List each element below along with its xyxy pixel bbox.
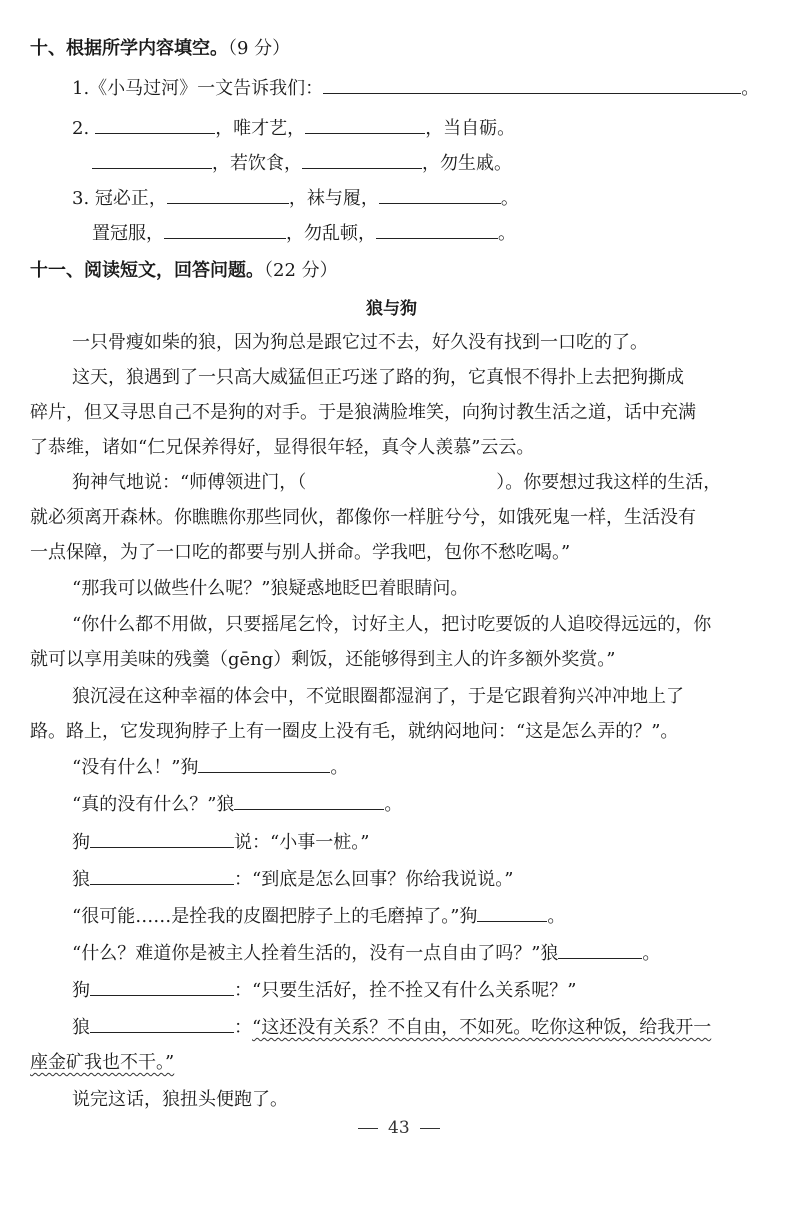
q3a-blank-1[interactable] [167, 186, 289, 204]
dialogue-6 [72, 941, 660, 967]
dialogue-1 [72, 755, 348, 781]
paragraph-3-line-3: 一点保障，为了一口吃的都要与别人拼命。学我吧，包你不愁吃喝。” [30, 542, 571, 563]
d6-end: 。 [642, 943, 661, 964]
p3-text-b: ）。你要想过我这样的生活， [496, 472, 722, 493]
d8-wavy-sentence-2: 座金矿我也不干。” [30, 1052, 175, 1073]
d7-speaker: 狗 [72, 980, 90, 1001]
q2-line-a [72, 116, 515, 142]
q2a-blank-1[interactable] [95, 116, 215, 134]
section10-score: （9 分） [228, 38, 291, 59]
section11-heading-text: 十一、阅读短文，回答问题。 [30, 260, 264, 281]
q3b-blank-1[interactable] [164, 221, 286, 239]
d8-speaker: 狼 [72, 1017, 90, 1038]
q1-end: 。 [741, 78, 760, 99]
paragraph-6-line-2: 路。路上，它发现狗脖子上有一圈皮上没有毛，就纳闷地问：“这是怎么弄的？”。 [30, 721, 679, 742]
q3a-blank-2[interactable] [379, 186, 501, 204]
d3-text: 说：“小事一桩。” [234, 832, 370, 853]
page-number [348, 1115, 450, 1141]
section11-heading [30, 258, 338, 284]
d4-text: ：“到底是怎么回事？你给我说说。” [234, 869, 514, 890]
q2-num: 2. [72, 118, 90, 139]
story-title: 狼与狗 [366, 299, 417, 319]
dialogue-5 [72, 904, 565, 930]
d1-blank[interactable] [198, 755, 330, 773]
section10-heading-text: 十、根据所学内容填空。 [30, 38, 228, 59]
dialogue-2 [72, 792, 402, 818]
paragraph-5-line-2: 就可以享用美味的残羹（gēng）剩饭，还能够得到主人的许多额外奖赏。” [30, 649, 616, 670]
q3-prefix: 3. 冠必正， [72, 188, 167, 209]
q3b-end: 。 [498, 223, 516, 244]
q2b-text-2: ，勿生戚。 [422, 153, 512, 174]
q3a-end: 。 [500, 188, 519, 209]
d3-speaker: 狗 [72, 832, 90, 853]
dialogue-3 [72, 830, 369, 856]
d7-text: ：“只要生活好，拴不拴又有什么关系呢？” [234, 980, 577, 1001]
q3b-text-1: ，勿乱顿， [286, 223, 376, 244]
d4-speaker: 狼 [72, 869, 90, 890]
d2-end: 。 [384, 794, 403, 815]
q3b-prefix: 置冠服， [92, 223, 164, 244]
section11-score: （22 分） [264, 260, 338, 281]
d7-blank[interactable] [90, 978, 234, 996]
q2a-text-2: ，当自砺。 [425, 118, 516, 139]
d1-end: 。 [330, 757, 349, 778]
dialogue-7 [72, 978, 576, 1004]
section10-heading [30, 36, 290, 62]
d2-text: “真的没有什么？”狼 [72, 794, 235, 815]
dash-left [358, 1128, 378, 1129]
d5-text: “很可能……是拴我的皮圈把脖子上的毛磨掉了。”狗 [72, 906, 478, 927]
d4-blank[interactable] [90, 867, 234, 885]
d5-end: 。 [547, 906, 566, 927]
d3-blank[interactable] [90, 830, 234, 848]
page-number-text: 43 [388, 1118, 410, 1138]
paragraph-1: 一只骨瘦如柴的狼，因为狗总是跟它过不去，好久没有找到一口吃的了。 [72, 332, 648, 353]
q2-line-b [92, 151, 512, 177]
paragraph-6-line-1: 狼沉浸在这种幸福的体会中，不觉眼圈都湿润了，于是它跟着狗兴冲冲地上了 [72, 686, 684, 707]
d1-text: “没有什么！”狗 [72, 757, 199, 778]
d8-colon: ： [234, 1017, 252, 1038]
d2-blank[interactable] [234, 792, 384, 810]
q2b-text-1: ，若饮食， [212, 153, 302, 174]
paragraph-2-line-2: 碎片，但又寻思自己不是狗的对手。于是狼满脸堆笑，向狗讨教生活之道，话中充满 [30, 402, 696, 423]
paragraph-5-line-1: “你什么都不用做，只要摇尾乞怜，讨好主人，把讨吃要饭的人追咬得远远的，你 [72, 614, 712, 635]
q3b-blank-2[interactable] [376, 221, 498, 239]
q3-line-a [72, 186, 519, 212]
paragraph-2-line-3: 了恭维，诸如“仁兄保养得好，显得很年轻，真令人羡慕”云云。 [30, 437, 535, 458]
q2a-text-1: ，唯才艺， [215, 118, 306, 139]
q1-line [72, 76, 759, 102]
q3-line-b [92, 221, 516, 247]
d6-text: “什么？难道你是被主人拴着生活的，没有一点自由了吗？”狼 [72, 943, 559, 964]
paragraph-3-line-2: 就必须离开森林。你瞧瞧你那些同伙，都像你一样脏兮兮，如饿死鬼一样，生活没有 [30, 507, 696, 528]
d8-blank[interactable] [90, 1015, 234, 1033]
dialogue-4 [72, 867, 513, 893]
d5-blank[interactable] [477, 904, 547, 922]
dash-right [420, 1128, 440, 1129]
q1-prefix: 1.《小马过河》一文告诉我们： [72, 78, 324, 99]
paragraph-4: “那我可以做些什么呢？”狼疑惑地眨巴着眼睛问。 [72, 578, 469, 599]
paragraph-3-line-1 [72, 470, 721, 496]
dialogue-8 [72, 1015, 711, 1041]
q2b-blank-1[interactable] [92, 151, 212, 169]
q2a-blank-2[interactable] [305, 116, 425, 134]
q1-answer-blank[interactable] [323, 76, 741, 94]
p3-text-a: 狗神气地说：“师傅领进门，（ [72, 472, 307, 493]
d8-wavy-sentence-1: “这还没有关系？不自由，不如死。吃你这种饭，给我开一 [252, 1017, 712, 1038]
d6-blank[interactable] [558, 941, 642, 959]
last-paragraph: 说完这话，狼扭头便跑了。 [72, 1089, 288, 1110]
paragraph-2-line-1: 这天，狼遇到了一只高大威猛但正巧迷了路的狗，它真恨不得扑上去把狗撕成 [72, 367, 684, 388]
q3a-text-1: ，袜与履， [288, 188, 379, 209]
q2b-blank-2[interactable] [302, 151, 422, 169]
dialogue-8-cont [30, 1050, 174, 1076]
